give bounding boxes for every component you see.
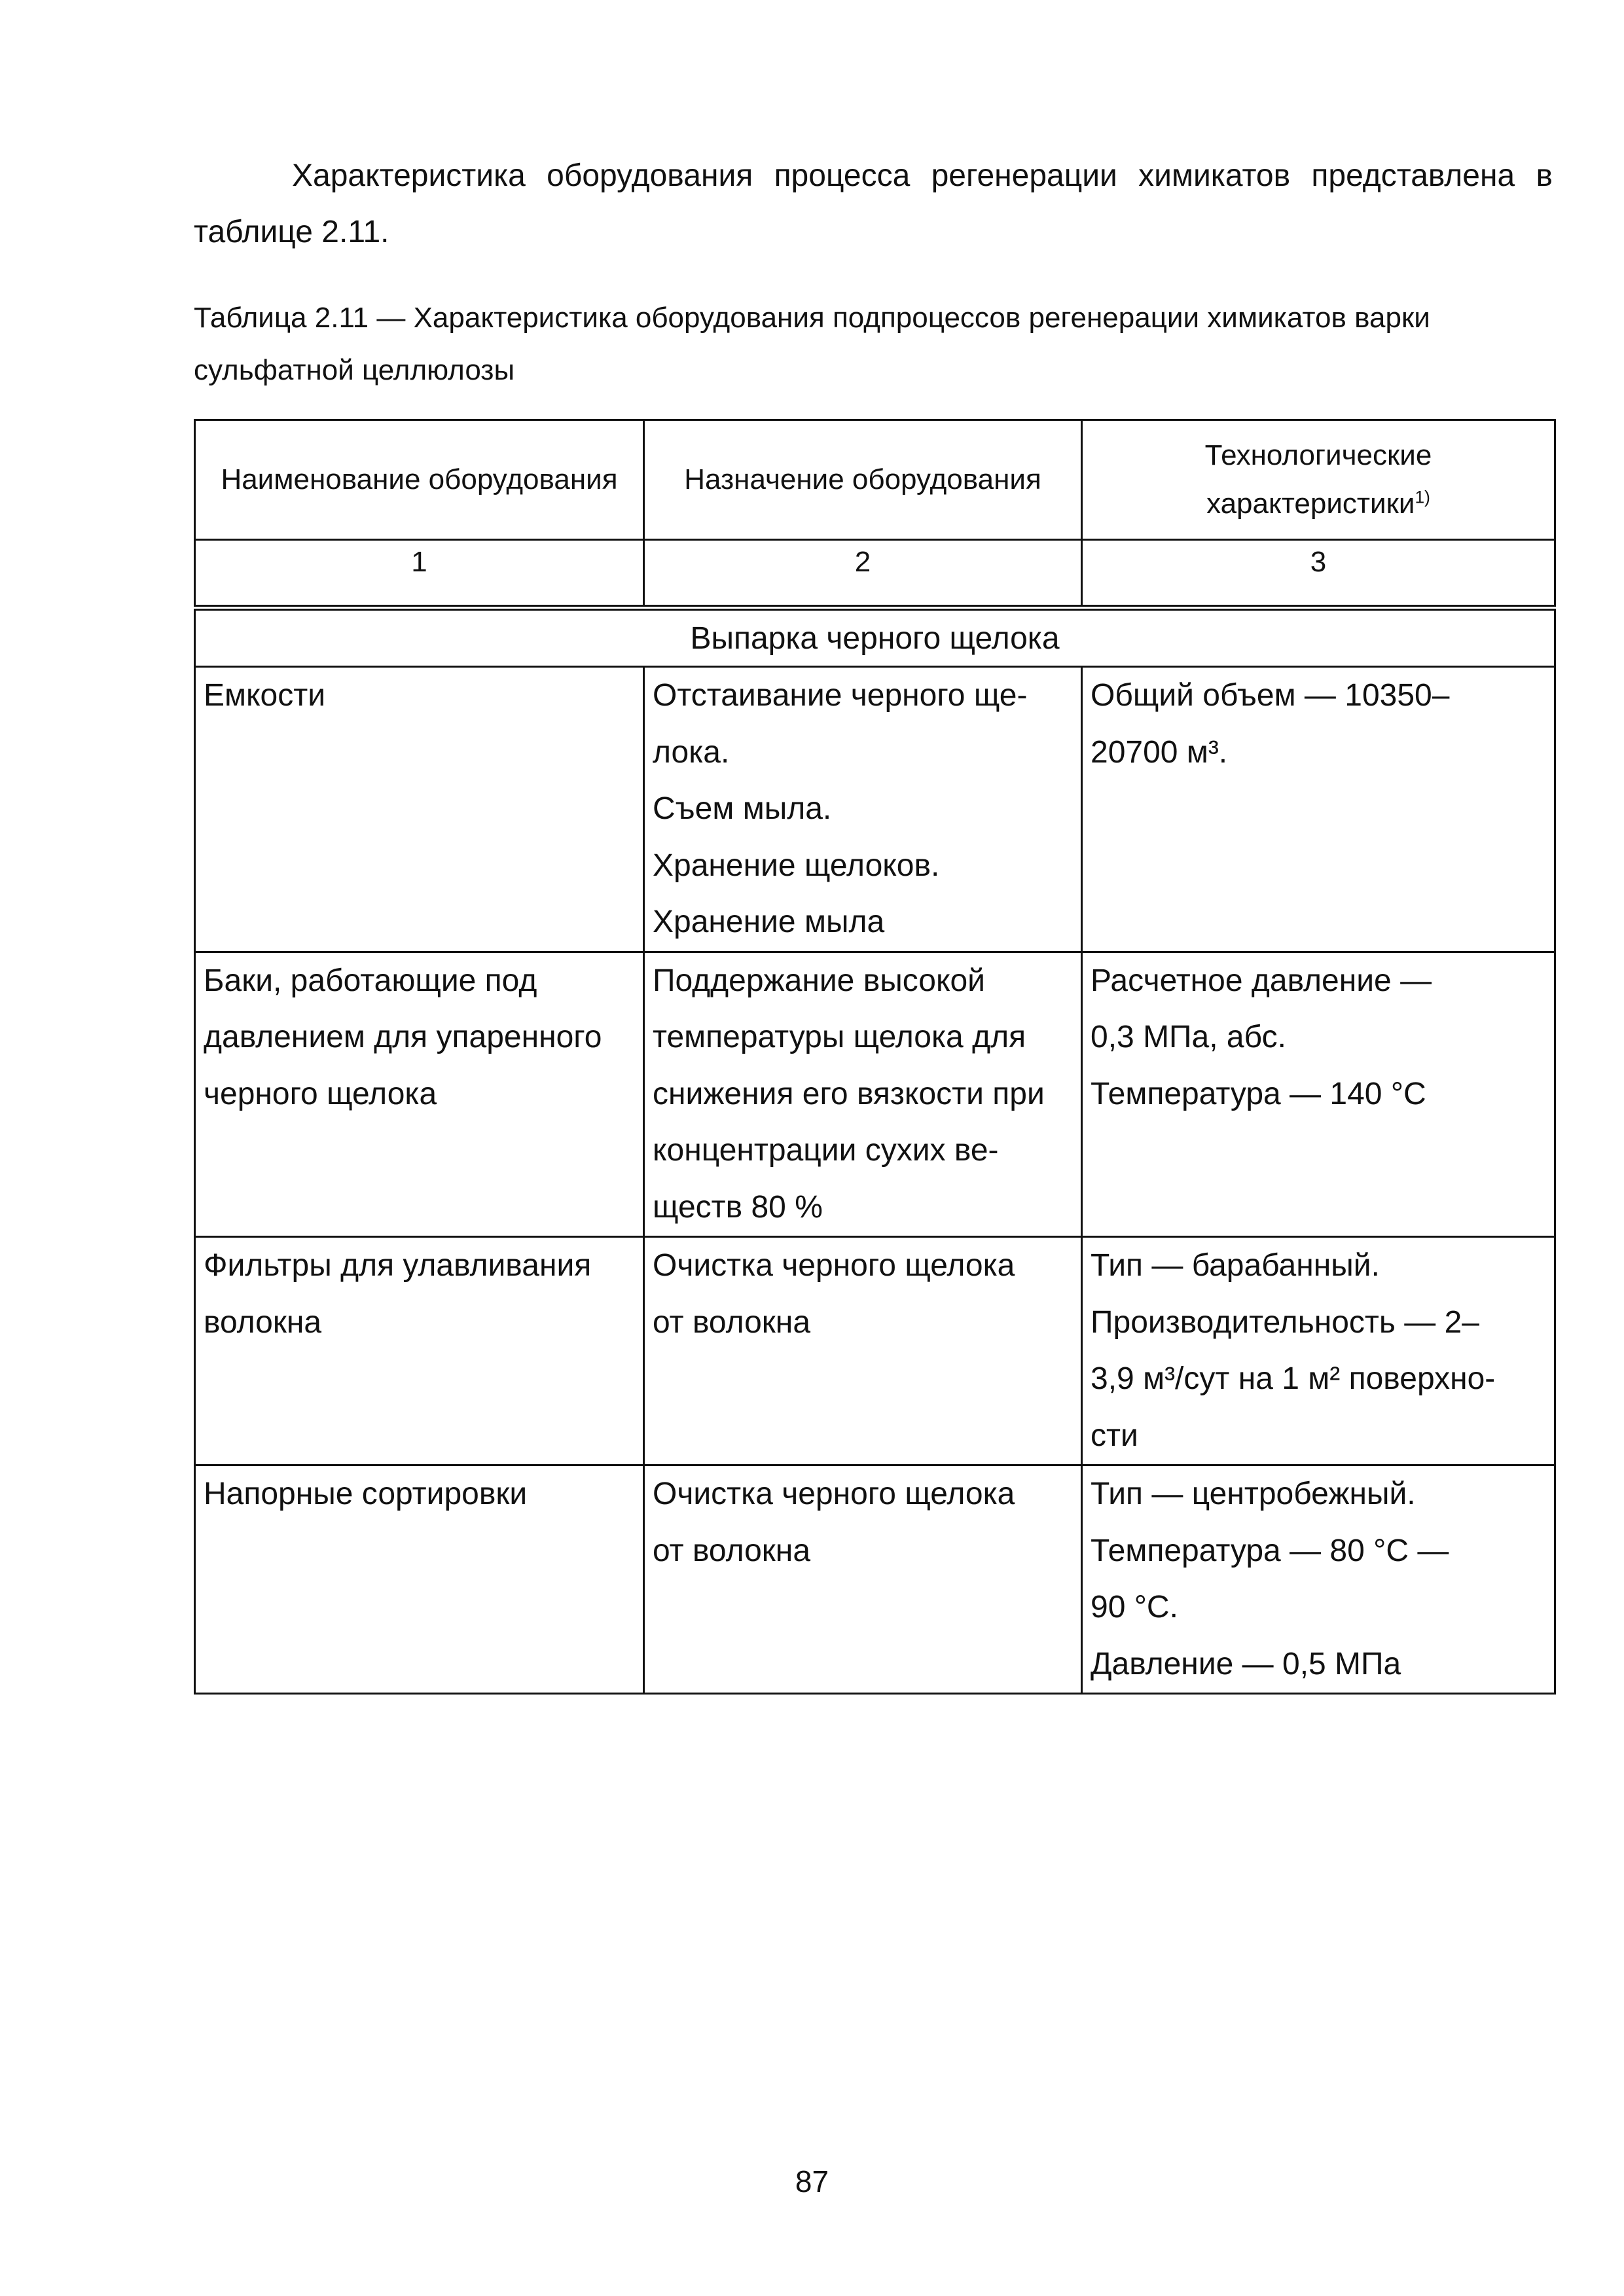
section-title: Выпарка черного щелока — [195, 608, 1555, 667]
column-number: 1 — [195, 540, 644, 608]
equipment-name-cell: Баки, работающие под давлением для упаренного черного щелока — [195, 952, 644, 1237]
equipment-purpose-cell: Отстаивание черного ще- лока. Съем мыла. Хранение щелоков. Хранение мыла — [644, 667, 1082, 952]
header-equipment-purpose: Назначение оборудования — [644, 420, 1082, 540]
equipment-spec-cell: Общий объем — 10350– 20700 м³. — [1082, 667, 1555, 952]
intro-paragraph: Характеристика оборудования процесса регенерации химикатов представлена в таблице 2.11. — [194, 158, 1553, 249]
table-row — [195, 667, 1555, 952]
table-row — [195, 1465, 1555, 1694]
equipment-table — [194, 419, 1556, 1695]
column-number: 3 — [1082, 540, 1555, 608]
equipment-purpose-cell: Очистка черного щелока от волокна — [644, 1465, 1082, 1694]
equipment-name-cell: Емкости — [195, 667, 644, 952]
header-footnote-mark: 1) — [1415, 487, 1430, 507]
equipment-name-cell: Напорные сортировки — [195, 1465, 644, 1694]
table-caption: Таблица 2.11 — Характеристика оборудования подпроцессов регенерации химикатов варки сульфатной целлюлозы — [194, 302, 1430, 386]
column-number: 2 — [644, 540, 1082, 608]
equipment-purpose-cell: Поддержание высокой температуры щелока для снижения его вязкости при концентрации сухих ве- ществ 80 % — [644, 952, 1082, 1237]
page-number: 87 — [795, 2164, 829, 2198]
header-tech-specs-label: Технологические характеристики — [1204, 439, 1432, 520]
column-number-row — [195, 540, 1555, 608]
section-row — [195, 608, 1555, 667]
table-row — [195, 952, 1555, 1237]
table-header-row — [195, 420, 1555, 540]
equipment-spec-cell: Расчетное давление — 0,3 МПа, абс. Температура — 140 °С — [1082, 952, 1555, 1237]
header-tech-specs — [1082, 420, 1555, 540]
equipment-purpose-cell: Очистка черного щелока от волокна — [644, 1237, 1082, 1465]
equipment-name-cell: Фильтры для улавливания волокна — [195, 1237, 644, 1465]
table-row — [195, 1237, 1555, 1465]
header-equipment-name: Наименование оборудования — [195, 420, 644, 540]
equipment-spec-cell: Тип — барабанный. Производительность — 2– 3,9 м³/сут на 1 м² поверхно- сти — [1082, 1237, 1555, 1465]
equipment-spec-cell: Тип — центробежный. Температура — 80 °С — 90 °С. Давление — 0,5 МПа — [1082, 1465, 1555, 1694]
